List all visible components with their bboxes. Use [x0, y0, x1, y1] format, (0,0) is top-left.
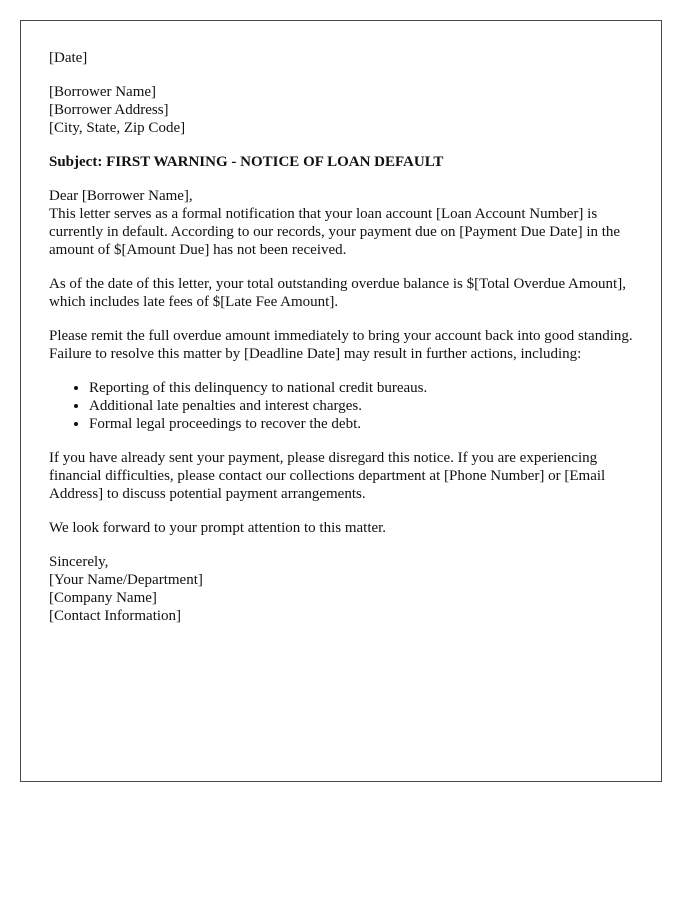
remit-request-paragraph: Please remit the full overdue amount immediately to bring your account back into good standing. Failure to resolve this matter by [Deadline Date] may result in further actions, including:: [49, 328, 633, 362]
recipient-address-block: [49, 83, 633, 137]
signature-name: [Your Name/Department]: [49, 572, 203, 588]
signature-block: [49, 571, 633, 625]
letter-page: [20, 20, 662, 782]
letter-subject: Subject: FIRST WARNING - NOTICE OF LOAN DEFAULT: [49, 154, 444, 170]
recipient-city-state-zip: [City, State, Zip Code]: [49, 120, 186, 136]
default-notice-paragraph: This letter serves as a formal notification that your loan account [Loan Account Number] is currently in default. According to our records, your payment due on [Payment Due Date] in the amount of $[Amount Due] has not been received.: [49, 206, 621, 258]
overdue-balance-paragraph: As of the date of this letter, your total outstanding overdue balance is $[Total Overdue Amount], which includes late fees of $[Late Fee Amount].: [49, 276, 626, 310]
signature-company: [Company Name]: [49, 590, 157, 606]
list-item: • Reporting of this delinquency to national credit bureaus.: [89, 379, 633, 397]
payment-help-paragraph: If you have already sent your payment, please disregard this notice. If you are experiencing financial difficulties, please contact our collections department at [Phone Number] or [Email Address] to discuss potential payment arrangements.: [49, 450, 606, 502]
salutation: Dear [Borrower Name],: [49, 188, 193, 204]
prompt-attention-paragraph: We look forward to your prompt attention to this matter.: [49, 520, 387, 536]
recipient-address: [Borrower Address]: [49, 102, 169, 118]
list-item: • Formal legal proceedings to recover the debt.: [89, 415, 633, 433]
letter-date: [Date]: [49, 50, 88, 66]
sign-off: Sincerely,: [49, 554, 109, 570]
list-item: • Additional late penalties and interest charges.: [89, 397, 633, 415]
consequences-list: [49, 379, 633, 433]
recipient-name: [Borrower Name]: [49, 84, 157, 100]
signature-contact: [Contact Information]: [49, 608, 182, 624]
